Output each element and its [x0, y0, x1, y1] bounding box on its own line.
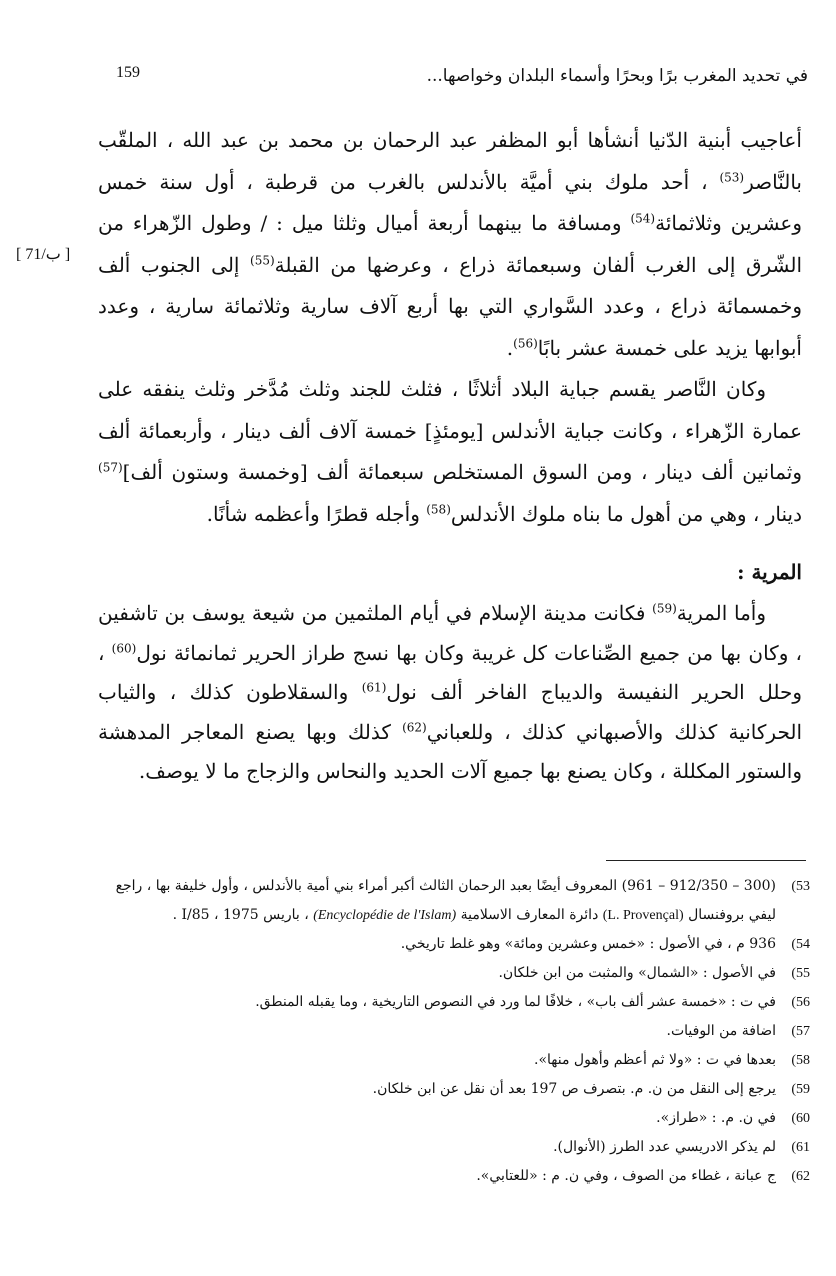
paragraph [98, 369, 802, 535]
footnote-text: يرجع إلى النقل من ن. م. بتصرف ص 197 بعد أن نقل عن ابن خلكان. [372, 1081, 776, 1097]
page-header [100, 58, 808, 98]
paragraph [98, 594, 802, 792]
text-run: فكانت مدينة الإسلام في أيام الملثمين من شيعة يوسف بن تاشفين ، وكان بها من جميع الصِّناعات كل غريبة وكان بها نسج طراز الحرير ثمانمائة نول [98, 601, 803, 665]
footnote-ref-59[interactable]: (59) [652, 601, 677, 616]
footnote [96, 872, 810, 930]
footnote-text: بعدها في ت : «ولا ثم أعظم وأهول منها». [534, 1052, 776, 1068]
main-text-section-1 [98, 120, 802, 535]
footnote-text: لم يذكر الادريسي عدد الطرز (الأنوال). [553, 1139, 776, 1155]
footnote [96, 988, 810, 1017]
page-number: 159 [116, 64, 140, 81]
text-run: والسقلاطون كذلك ، والثياب الحركانية كذلك والأصبهاني كذلك ، وللعباني [98, 680, 802, 744]
text-run: وأما المرية [676, 601, 766, 625]
footnote [96, 1104, 810, 1133]
footnote-ref-62[interactable]: (62) [402, 719, 427, 734]
footnote-number: 59) [791, 1082, 810, 1097]
text-run: . [506, 335, 514, 360]
footnote-ref-54[interactable]: (54) [630, 211, 656, 226]
footnote-number: 56) [791, 995, 810, 1010]
footnote-ref-55[interactable]: (55) [250, 252, 275, 267]
text-run: كذلك وبها يصنع المعاجر المدهشة والستور المكللة ، وكان يصنع بها جميع آلات الحديد والنحاس والزجاج ما لا يوصف. [98, 719, 802, 783]
footnote-number: 55) [791, 966, 810, 981]
latin-text-italic: (Encyclopédie de l'Islam) [313, 908, 457, 923]
footnote-number: 62) [791, 1169, 810, 1184]
folio-margin-note: [ 71/ب ] [16, 246, 71, 263]
footnote [96, 959, 810, 988]
footnote-ref-56[interactable]: (56) [513, 335, 538, 350]
footnote [96, 1133, 810, 1162]
footnote-number: 58) [791, 1053, 810, 1068]
footnote-text: 936 م ، في الأصول : «خمس وعشرين ومائة» وهو غلط تاريخي. [400, 936, 776, 952]
footnote-ref-60[interactable]: (60) [111, 640, 137, 655]
footnote [96, 1017, 810, 1046]
footnote-text: في ت : «خمسة عشر ألف باب» ، خلافًا لما ورد في النصوص التاريخية ، وما يقبله المنطق. [255, 994, 776, 1010]
footnote-number: 54) [791, 937, 810, 952]
footnote [96, 1075, 810, 1104]
footnote [96, 1162, 810, 1191]
text-run: ، وحلل الحرير النفيسة والديباج الفاخر ألف نول [98, 640, 802, 704]
main-text-section-2 [98, 594, 802, 792]
footnote-text [96, 872, 776, 930]
footnote-text: في ن. م. : «طراز». [656, 1110, 776, 1126]
section-heading-almeria: المرية : [737, 560, 802, 584]
footnote-ref-57[interactable]: (57) [98, 460, 123, 475]
footnote-divider [606, 860, 806, 861]
footnote [96, 930, 810, 959]
footnote-ref-58[interactable]: (58) [426, 501, 451, 516]
footnote-number: 57) [791, 1024, 810, 1039]
latin-text: (L. Provençal) [602, 908, 684, 923]
text-run: (300 – 912/350 – 961) المعروف أيضًا بعبد الرحمان الثالث أكبر أمراء بني أمية بالأندلس ، وأول خليفة بها ، راجع ليفي بروفنسال [115, 878, 776, 923]
text-run: وأجله قطرًا وأعظمه شأنًا. [206, 501, 420, 526]
text-run: إلى الجنوب ألف وخمسمائة ذراع ، وعدد السَّواري التي بها أربع آلاف سارية وثلاثمائة سارية ، وعدد أبوابها يزيد على خمسة عشر بابًا [98, 252, 802, 360]
footnote-text: في الأصول : «الشمال» والمثبت من ابن خلكان. [498, 965, 776, 981]
footnote-ref-61[interactable]: (61) [361, 680, 387, 695]
footnote-text: ج عبانة ، غطاء من الصوف ، وفي ن. م : «للعتابي». [476, 1168, 776, 1184]
text-run: دائرة المعارف الاسلامية [460, 907, 599, 923]
text-run: وكان النَّاصر يقسم جباية البلاد أثلاثًا ، فثلث للجند وثلث مُدَّخر وثلث ينفقه على عمارة الزّهراء ، وكانت جباية الأندلس [يومئذٍ] خمسة آلاف ألف دينار ، وأربعمائة ألف وثمانين ألف دينار ، ومن السوق المستخلص سبعمائة ألف [وخمسة وستون ألف] [98, 377, 802, 484]
text-run: دينار ، وهي من أهول ما بناه ملوك الأندلس [450, 501, 802, 526]
footnote-number: 53) [791, 879, 810, 894]
text-run: ، أحد ملوك بني أميَّة بالأندلس بالغرب من قرطبة ، أول سنة خمس وعشرين وثلاثمائة [98, 169, 802, 235]
footnotes [96, 872, 810, 1191]
text-run: ومسافة ما بينهما أربعة أميال وثلثا ميل : / وطول الزّهراء من الشّرق إلى الغرب ألفان وسبعمائة ذراع ، وعرضها من القبلة [98, 211, 803, 277]
footnote-number: 60) [791, 1111, 810, 1126]
paragraph [98, 120, 802, 369]
text-run: أعاجيب أبنية الدّنيا أنشأها أبو المظفر عبد الرحمان بن محمد بن عبد الله ، الملقّب بالنَّاصر [98, 128, 802, 194]
text-run: ، باريس 1975 ، 85/I . [172, 907, 309, 923]
running-title: في تحديد المغرب برًا وبحرًا وأسماء البلدان وخواصها... [426, 66, 808, 86]
footnote-number: 61) [791, 1140, 810, 1155]
footnote-ref-53[interactable]: (53) [719, 169, 745, 184]
footnote-text: اضافة من الوفيات. [666, 1023, 776, 1039]
footnote [96, 1046, 810, 1075]
